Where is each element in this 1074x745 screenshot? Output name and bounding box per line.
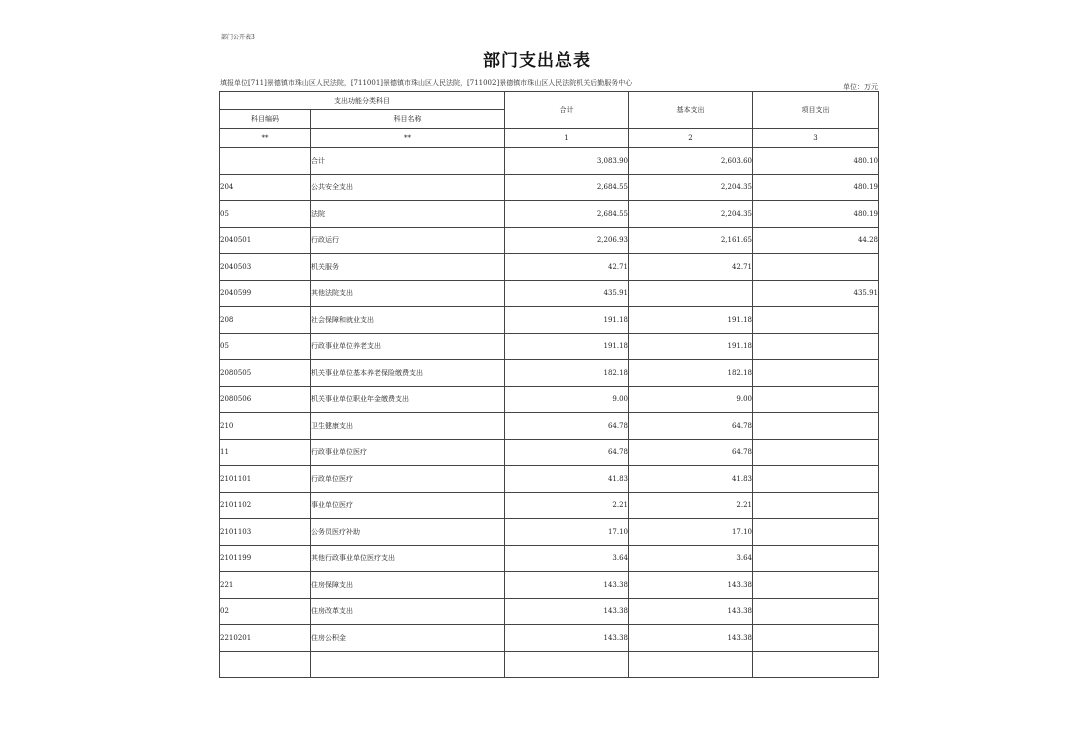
project-cell [753,466,879,493]
project-cell: 480.10 [753,148,879,175]
basic-cell: 3.64 [629,545,753,572]
project-cell [753,413,879,440]
project-cell: 435.91 [753,280,879,307]
header-project: 项目支出 [753,92,879,129]
basic-cell: 2,603.60 [629,148,753,175]
project-cell [753,360,879,387]
total-cell: 2.21 [505,492,629,519]
name-cell: 机关服务 [311,254,505,281]
code-cell [220,148,311,175]
table-row [220,227,879,254]
name-cell: 社会保障和就业支出 [311,307,505,334]
unit-label: 单位：万元 [843,83,878,91]
name-cell: 行政运行 [311,227,505,254]
page-label: 部门公开表3 [221,34,255,41]
index-cell: ** [220,129,311,148]
code-cell: 208 [220,307,311,334]
total-cell: 9.00 [505,386,629,413]
code-cell: 2101103 [220,519,311,546]
project-cell [753,307,879,334]
code-cell: 2101199 [220,545,311,572]
header-function-category: 支出功能分类科目 [220,92,505,110]
project-cell: 480.19 [753,201,879,228]
table-row [220,492,879,519]
basic-cell: 143.38 [629,598,753,625]
index-row [220,129,879,148]
total-cell: 42.71 [505,254,629,281]
basic-cell: 2.21 [629,492,753,519]
project-cell [753,439,879,466]
basic-cell: 191.18 [629,307,753,334]
table-row [220,360,879,387]
name-cell: 事业单位医疗 [311,492,505,519]
name-cell [311,651,505,678]
total-cell: 3.64 [505,545,629,572]
basic-cell: 2,161.65 [629,227,753,254]
table-row [220,545,879,572]
name-cell: 其他行政事业单位医疗支出 [311,545,505,572]
project-cell [753,651,879,678]
basic-cell: 143.38 [629,625,753,652]
header-info-row [220,78,878,90]
table-row [220,386,879,413]
basic-cell: 191.18 [629,333,753,360]
code-cell: 2040501 [220,227,311,254]
table-row [220,201,879,228]
total-cell: 17.10 [505,519,629,546]
total-cell: 2,206.93 [505,227,629,254]
basic-cell: 143.38 [629,572,753,599]
total-cell: 143.38 [505,625,629,652]
table-row [220,651,879,678]
name-cell: 法院 [311,201,505,228]
table-row [220,572,879,599]
basic-cell: 64.78 [629,439,753,466]
name-cell: 行政事业单位医疗 [311,439,505,466]
code-cell: 2101102 [220,492,311,519]
basic-cell [629,651,753,678]
code-cell: 05 [220,201,311,228]
total-cell: 143.38 [505,572,629,599]
index-cell: 3 [753,129,879,148]
expenditure-table [219,91,879,678]
code-cell: 204 [220,174,311,201]
header-code: 科目编码 [220,110,311,129]
table-row [220,519,879,546]
name-cell: 行政事业单位养老支出 [311,333,505,360]
total-cell: 2,684.55 [505,201,629,228]
total-cell: 435.91 [505,280,629,307]
project-cell [753,254,879,281]
page-title: 部门支出总表 [483,51,591,71]
code-cell: 2040503 [220,254,311,281]
code-cell: 221 [220,572,311,599]
code-cell: 05 [220,333,311,360]
table-row [220,413,879,440]
basic-cell: 2,204.35 [629,174,753,201]
table-row [220,148,879,175]
header-total: 合计 [505,92,629,129]
table-row [220,466,879,493]
name-cell: 机关事业单位基本养老保险缴费支出 [311,360,505,387]
table-row [220,333,879,360]
project-cell [753,333,879,360]
project-cell [753,625,879,652]
code-cell: 210 [220,413,311,440]
name-cell: 卫生健康支出 [311,413,505,440]
header-name: 科目名称 [311,110,505,129]
table-row [220,280,879,307]
project-cell [753,492,879,519]
basic-cell [629,280,753,307]
code-cell: 2101101 [220,466,311,493]
total-cell: 143.38 [505,598,629,625]
total-cell [505,651,629,678]
project-cell [753,519,879,546]
code-cell: 11 [220,439,311,466]
code-cell [220,651,311,678]
project-cell: 44.28 [753,227,879,254]
code-cell: 2210201 [220,625,311,652]
index-cell: ** [311,129,505,148]
total-cell: 182.18 [505,360,629,387]
name-cell: 住房保障支出 [311,572,505,599]
name-cell: 合计 [311,148,505,175]
name-cell: 其他法院支出 [311,280,505,307]
basic-cell: 42.71 [629,254,753,281]
total-cell: 2,684.55 [505,174,629,201]
project-cell [753,572,879,599]
project-cell [753,386,879,413]
code-cell: 2080506 [220,386,311,413]
table-row [220,174,879,201]
code-cell: 02 [220,598,311,625]
total-cell: 64.78 [505,439,629,466]
total-cell: 191.18 [505,307,629,334]
name-cell: 住房改革支出 [311,598,505,625]
table-row [220,254,879,281]
basic-cell: 41.83 [629,466,753,493]
table-row [220,598,879,625]
name-cell: 行政单位医疗 [311,466,505,493]
total-cell: 41.83 [505,466,629,493]
code-cell: 2040599 [220,280,311,307]
project-cell [753,545,879,572]
index-cell: 2 [629,129,753,148]
total-cell: 191.18 [505,333,629,360]
table-row [220,307,879,334]
table-row [220,439,879,466]
total-cell: 64.78 [505,413,629,440]
reporting-unit: 填报单位[711]景德镇市珠山区人民法院，[711001]景德镇市珠山区人民法院，[711002]景德镇市珠山区人民法院机关后勤服务中心 [220,79,633,87]
basic-cell: 64.78 [629,413,753,440]
code-cell: 2080505 [220,360,311,387]
header-basic: 基本支出 [629,92,753,129]
basic-cell: 2,204.35 [629,201,753,228]
name-cell: 住房公积金 [311,625,505,652]
name-cell: 公务员医疗补助 [311,519,505,546]
total-cell: 3,083.90 [505,148,629,175]
table-row [220,625,879,652]
name-cell: 公共安全支出 [311,174,505,201]
index-cell: 1 [505,129,629,148]
project-cell: 480.19 [753,174,879,201]
basic-cell: 182.18 [629,360,753,387]
name-cell: 机关事业单位职业年金缴费支出 [311,386,505,413]
basic-cell: 17.10 [629,519,753,546]
project-cell [753,598,879,625]
basic-cell: 9.00 [629,386,753,413]
